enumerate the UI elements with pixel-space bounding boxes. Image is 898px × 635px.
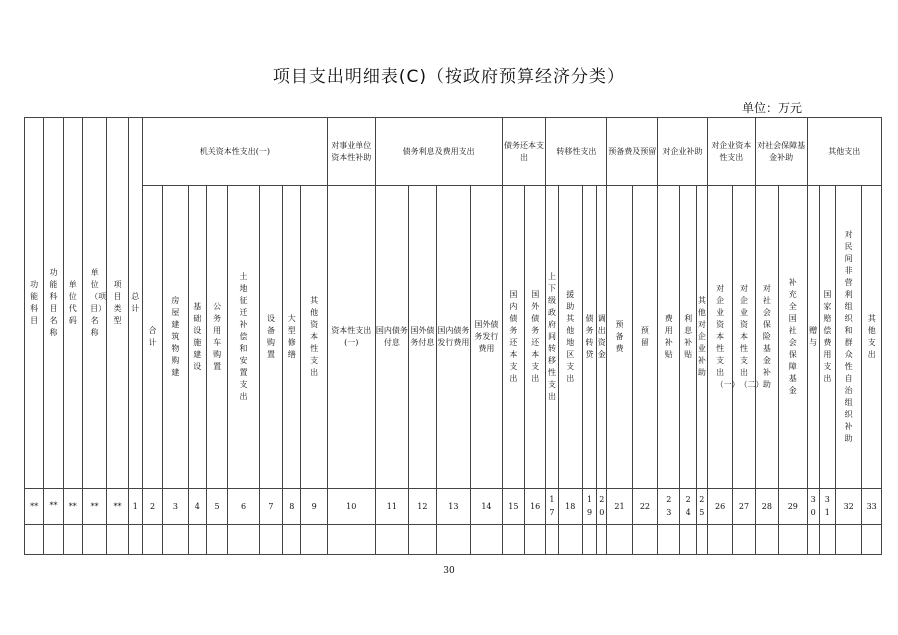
sub-qyzb2: 对企业资本性支出（二） <box>733 186 755 489</box>
sub-gwfxfy: 国外债务发行费用 <box>471 186 503 489</box>
group-reserve: 预备费及预留 <box>607 118 658 186</box>
index-cell: 8 <box>283 489 301 525</box>
header-unit-code: 单位代码 <box>63 118 82 489</box>
group-social-security-fund: 对社会保障基金补助 <box>755 118 807 186</box>
group-debt-principal: 债务还本支出 <box>502 118 546 186</box>
index-cell: 6 <box>228 489 260 525</box>
sub-zwzd: 债务转贷 <box>582 186 596 489</box>
sub-daxing: 大型修缮 <box>283 186 301 489</box>
empty-cell <box>607 525 632 555</box>
index-cell: 4 <box>188 489 206 525</box>
empty-cell <box>301 525 327 555</box>
header-total: 总计 <box>128 118 142 489</box>
index-cell: ** <box>82 489 106 525</box>
empty-cell <box>819 525 835 555</box>
empty-cell <box>807 525 819 555</box>
header-project-type: 项目类型 <box>107 118 128 489</box>
header-functional-subject: 功能科目 <box>25 118 44 489</box>
sub-lixi: 利息补贴 <box>680 186 696 489</box>
index-cell: 12 <box>409 489 436 525</box>
sub-feiyong: 费用补贴 <box>658 186 680 489</box>
empty-cell <box>582 525 596 555</box>
empty-cell <box>525 525 546 555</box>
sub-yuanzhu: 援助其他地区支出 <box>558 186 582 489</box>
sub-qtqy: 其他对企业补助 <box>696 186 707 489</box>
empty-cell <box>163 525 188 555</box>
empty-cell <box>375 525 409 555</box>
empty-cell <box>63 525 82 555</box>
empty-cell <box>409 525 436 555</box>
sub-zbxzc: 资本性支出(一) <box>327 186 375 489</box>
sub-gwhb: 国外债务还本支出 <box>525 186 546 489</box>
index-cell: 23 <box>658 489 680 525</box>
column-index-row <box>25 489 882 525</box>
index-cell: 21 <box>607 489 632 525</box>
empty-cell <box>128 525 142 555</box>
empty-cell <box>259 525 282 555</box>
empty-cell <box>779 525 807 555</box>
group-enterprise-capital: 对企业资本性支出 <box>707 118 755 186</box>
empty-cell <box>558 525 582 555</box>
sub-shebei: 设备购置 <box>259 186 282 489</box>
empty-cell <box>44 525 63 555</box>
index-cell: 29 <box>779 489 807 525</box>
empty-cell <box>597 525 607 555</box>
index-cell: 22 <box>632 489 657 525</box>
sub-diaochu: 调出资金 <box>597 186 607 489</box>
empty-cell <box>228 525 260 555</box>
index-cell: 27 <box>733 489 755 525</box>
empty-cell <box>696 525 707 555</box>
index-cell: 32 <box>835 489 861 525</box>
sub-gnfx: 国内债务付息 <box>375 186 409 489</box>
empty-cell <box>327 525 375 555</box>
index-cell: 17 <box>546 489 558 525</box>
group-transfer-expenditure: 转移性支出 <box>546 118 607 186</box>
index-cell: 1 <box>128 489 142 525</box>
unit-label: 单位：万元 <box>741 101 802 115</box>
empty-cell <box>471 525 503 555</box>
index-cell: 2 <box>142 489 162 525</box>
index-cell: 20 <box>597 489 607 525</box>
sub-shbx: 对社会保险基金补助 <box>755 186 778 489</box>
sub-fyl: 对民间非营利组织和群众性自治组织补助 <box>835 186 861 489</box>
sub-heji: 合计 <box>142 186 162 489</box>
sub-gwfx: 国外债务付息 <box>409 186 436 489</box>
sub-tudi: 土地征迁补偿和安置支出 <box>228 186 260 489</box>
table-title: 项目支出明细表(C)（按政府预算经济分类） <box>272 67 626 87</box>
header-row-subitems <box>25 186 882 489</box>
index-cell: 25 <box>696 489 707 525</box>
empty-cell <box>733 525 755 555</box>
empty-cell <box>502 525 524 555</box>
sub-qyzb1: 对企业资本性支出（一） <box>707 186 732 489</box>
index-cell: 28 <box>755 489 778 525</box>
sub-zengyu: 赠与 <box>807 186 819 489</box>
table-row-empty <box>25 525 882 555</box>
empty-cell <box>546 525 558 555</box>
sub-shangxia: 上下级政府间转移性支出 <box>546 186 558 489</box>
index-cell: 24 <box>680 489 696 525</box>
empty-cell <box>206 525 227 555</box>
sub-qitazb: 其他资本性支出 <box>301 186 327 489</box>
index-cell: 5 <box>206 489 227 525</box>
index-cell: ** <box>25 489 44 525</box>
sub-gnhb: 国内债务还本支出 <box>502 186 524 489</box>
page-number: 30 <box>443 566 455 576</box>
sub-jichu: 基础设施建设 <box>188 186 206 489</box>
index-cell: 11 <box>375 489 409 525</box>
index-cell: 9 <box>301 489 327 525</box>
header-functional-subject-name: 功能科目名称 <box>44 118 63 489</box>
empty-cell <box>107 525 128 555</box>
empty-cell <box>862 525 882 555</box>
group-organ-capital-expenditure: 机关资本性支出(一) <box>142 118 327 186</box>
index-cell: 13 <box>436 489 471 525</box>
sub-yubeifei: 预备费 <box>607 186 632 489</box>
index-cell: 3 <box>163 489 188 525</box>
group-institution-capital-subsidy: 对事业单位资本性补助 <box>327 118 375 186</box>
index-cell: 33 <box>862 489 882 525</box>
index-cell: 10 <box>327 489 375 525</box>
group-other-expenditure: 其他支出 <box>807 118 881 186</box>
index-cell: 15 <box>502 489 524 525</box>
empty-cell <box>632 525 657 555</box>
empty-cell <box>283 525 301 555</box>
index-cell: 30 <box>807 489 819 525</box>
index-cell: 7 <box>259 489 282 525</box>
index-cell: 19 <box>582 489 596 525</box>
empty-cell <box>82 525 106 555</box>
index-cell: ** <box>63 489 82 525</box>
group-debt-interest: 债务利息及费用支出 <box>375 118 502 186</box>
index-cell: 31 <box>819 489 835 525</box>
header-row-groups <box>25 118 882 186</box>
sub-buchong: 补充全国社会保障基金 <box>779 186 807 489</box>
sub-gnfxfy: 国内债务发行费用 <box>436 186 471 489</box>
empty-cell <box>25 525 44 555</box>
sub-qitazc: 其他支出 <box>862 186 882 489</box>
empty-cell <box>142 525 162 555</box>
empty-cell <box>436 525 471 555</box>
empty-cell <box>835 525 861 555</box>
empty-cell <box>707 525 732 555</box>
sub-fangwu: 房屋建筑物购建 <box>163 186 188 489</box>
empty-cell <box>658 525 680 555</box>
group-enterprise-subsidy: 对企业补助 <box>658 118 708 186</box>
index-cell: 26 <box>707 489 732 525</box>
empty-cell <box>755 525 778 555</box>
index-cell: 16 <box>525 489 546 525</box>
sub-yuliu: 预留 <box>632 186 657 489</box>
empty-cell <box>680 525 696 555</box>
empty-cell <box>188 525 206 555</box>
expenditure-table <box>24 117 882 555</box>
index-cell: ** <box>44 489 63 525</box>
index-cell: 14 <box>471 489 503 525</box>
index-cell: ** <box>107 489 128 525</box>
header-unit-project-name: 单位（项目）名称 <box>82 118 106 489</box>
sub-peichang: 国家赔偿费用支出 <box>819 186 835 489</box>
sub-gongwu: 公务用车购置 <box>206 186 227 489</box>
index-cell: 18 <box>558 489 582 525</box>
